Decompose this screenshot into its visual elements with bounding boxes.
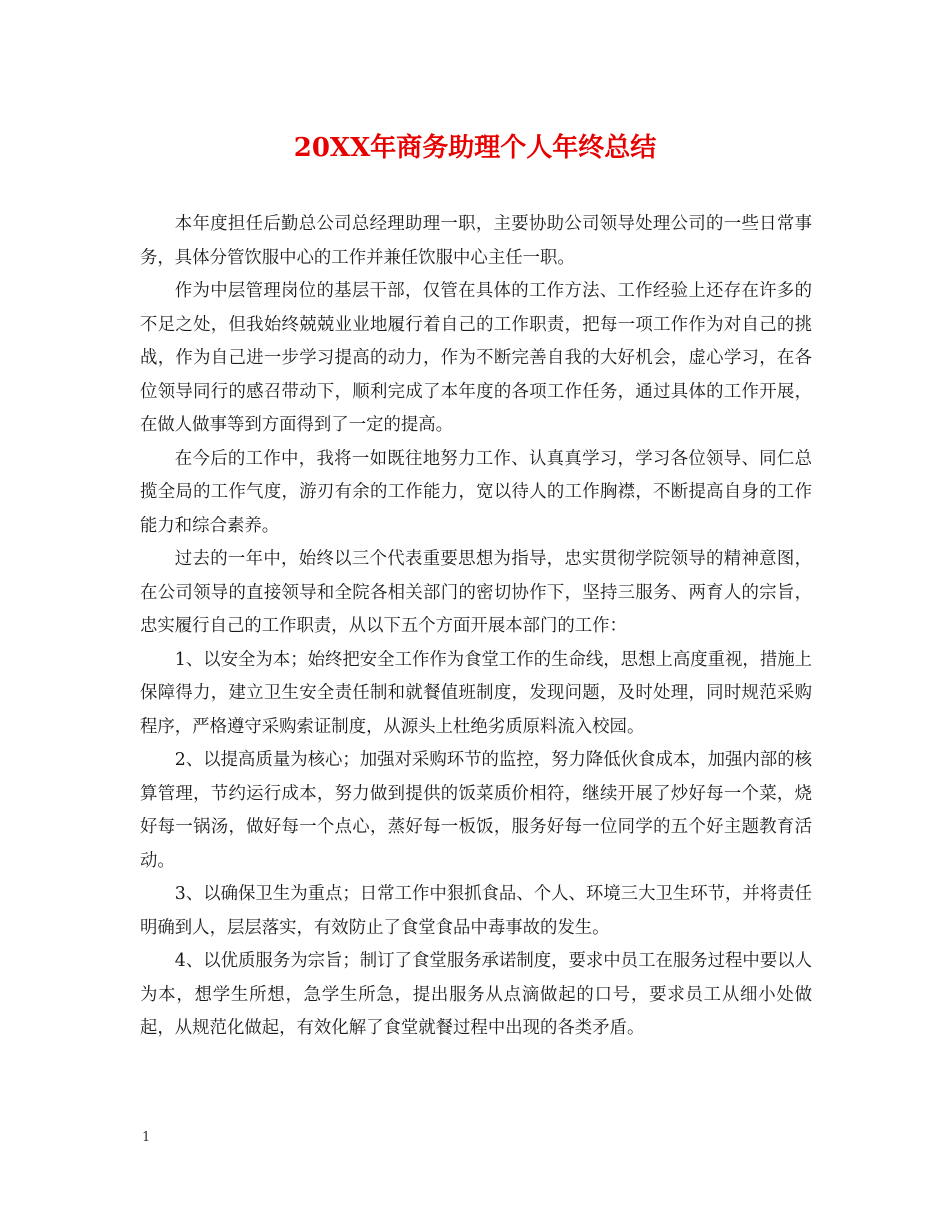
page-number: 1	[142, 1130, 151, 1145]
document-body	[140, 208, 812, 1046]
list-item-quality: 2、以提高质量为核心；加强对采购环节的监控，努力降低伙食成本，加强内部的核算管理，节约运行成本，努力做到提供的饭菜质价相符，继续开展了炒好每一个菜，烧好每一锅汤，做好每一个点心，蒸好每一板饭，服务好每一位同学的五个好主题教育活动。	[140, 750, 812, 871]
paragraph: 过去的一年中，始终以三个代表重要思想为指导，忠实贯彻学院领导的精神意图，在公司领导的直接领导和全院各相关部门的密切协作下，坚持三服务、两育人的宗旨，忠实履行自己的工作职责，从以下五个方面开展本部门的工作：	[140, 549, 812, 636]
list-item-service: 4、以优质服务为宗旨；制订了食堂服务承诺制度，要求中员工在服务过程中要以人为本，想学生所想，急学生所急，提出服务从点滴做起的口号，要求员工从细小处做起，从规范化做起，有效化解了食堂就餐过程中出现的各类矛盾。	[140, 951, 812, 1038]
paragraph: 在今后的工作中，我将一如既往地努力工作、认真真学习，学习各位领导、同仁总揽全局的工作气度，游刃有余的工作能力，宽以待人的工作胸襟，不断提高自身的工作能力和综合素养。	[140, 448, 812, 536]
document-title: 20XX年商务助理个人年终总结	[293, 133, 657, 163]
paragraph: 作为中层管理岗位的基层干部，仅管在具体的工作方法、工作经验上还存在许多的不足之处，但我始终兢兢业业地履行着自己的工作职责，把每一项工作作为对自己的挑战，作为自己进一步学习提高的动力，作为不断完善自我的大好机会，虚心学习，在各位领导同行的感召带动下，顺利完成了本年度的各项工作任务，通过具体的工作开展，在做人做事等到方面得到了一定的提高。	[140, 281, 812, 435]
paragraph: 本年度担任后勤总公司总经理助理一职，主要协助公司领导处理公司的一些日常事务，具体分管饮服中心的工作并兼任饮服中心主任一职。	[140, 214, 812, 268]
list-item-safety: 1、以安全为本；始终把安全工作作为食堂工作的生命线，思想上高度重视，措施上保障得力，建立卫生安全责任制和就餐值班制度，发现问题，及时处理，同时规范采购程序，严格遵守采购索证制度，从源头上杜绝劣质原料流入校园。	[140, 649, 812, 737]
list-item-hygiene: 3、以确保卫生为重点；日常工作中狠抓食品、个人、环境三大卫生环节，并将责任明确到人，层层落实，有效防止了食堂食品中毒事故的发生。	[140, 884, 812, 938]
